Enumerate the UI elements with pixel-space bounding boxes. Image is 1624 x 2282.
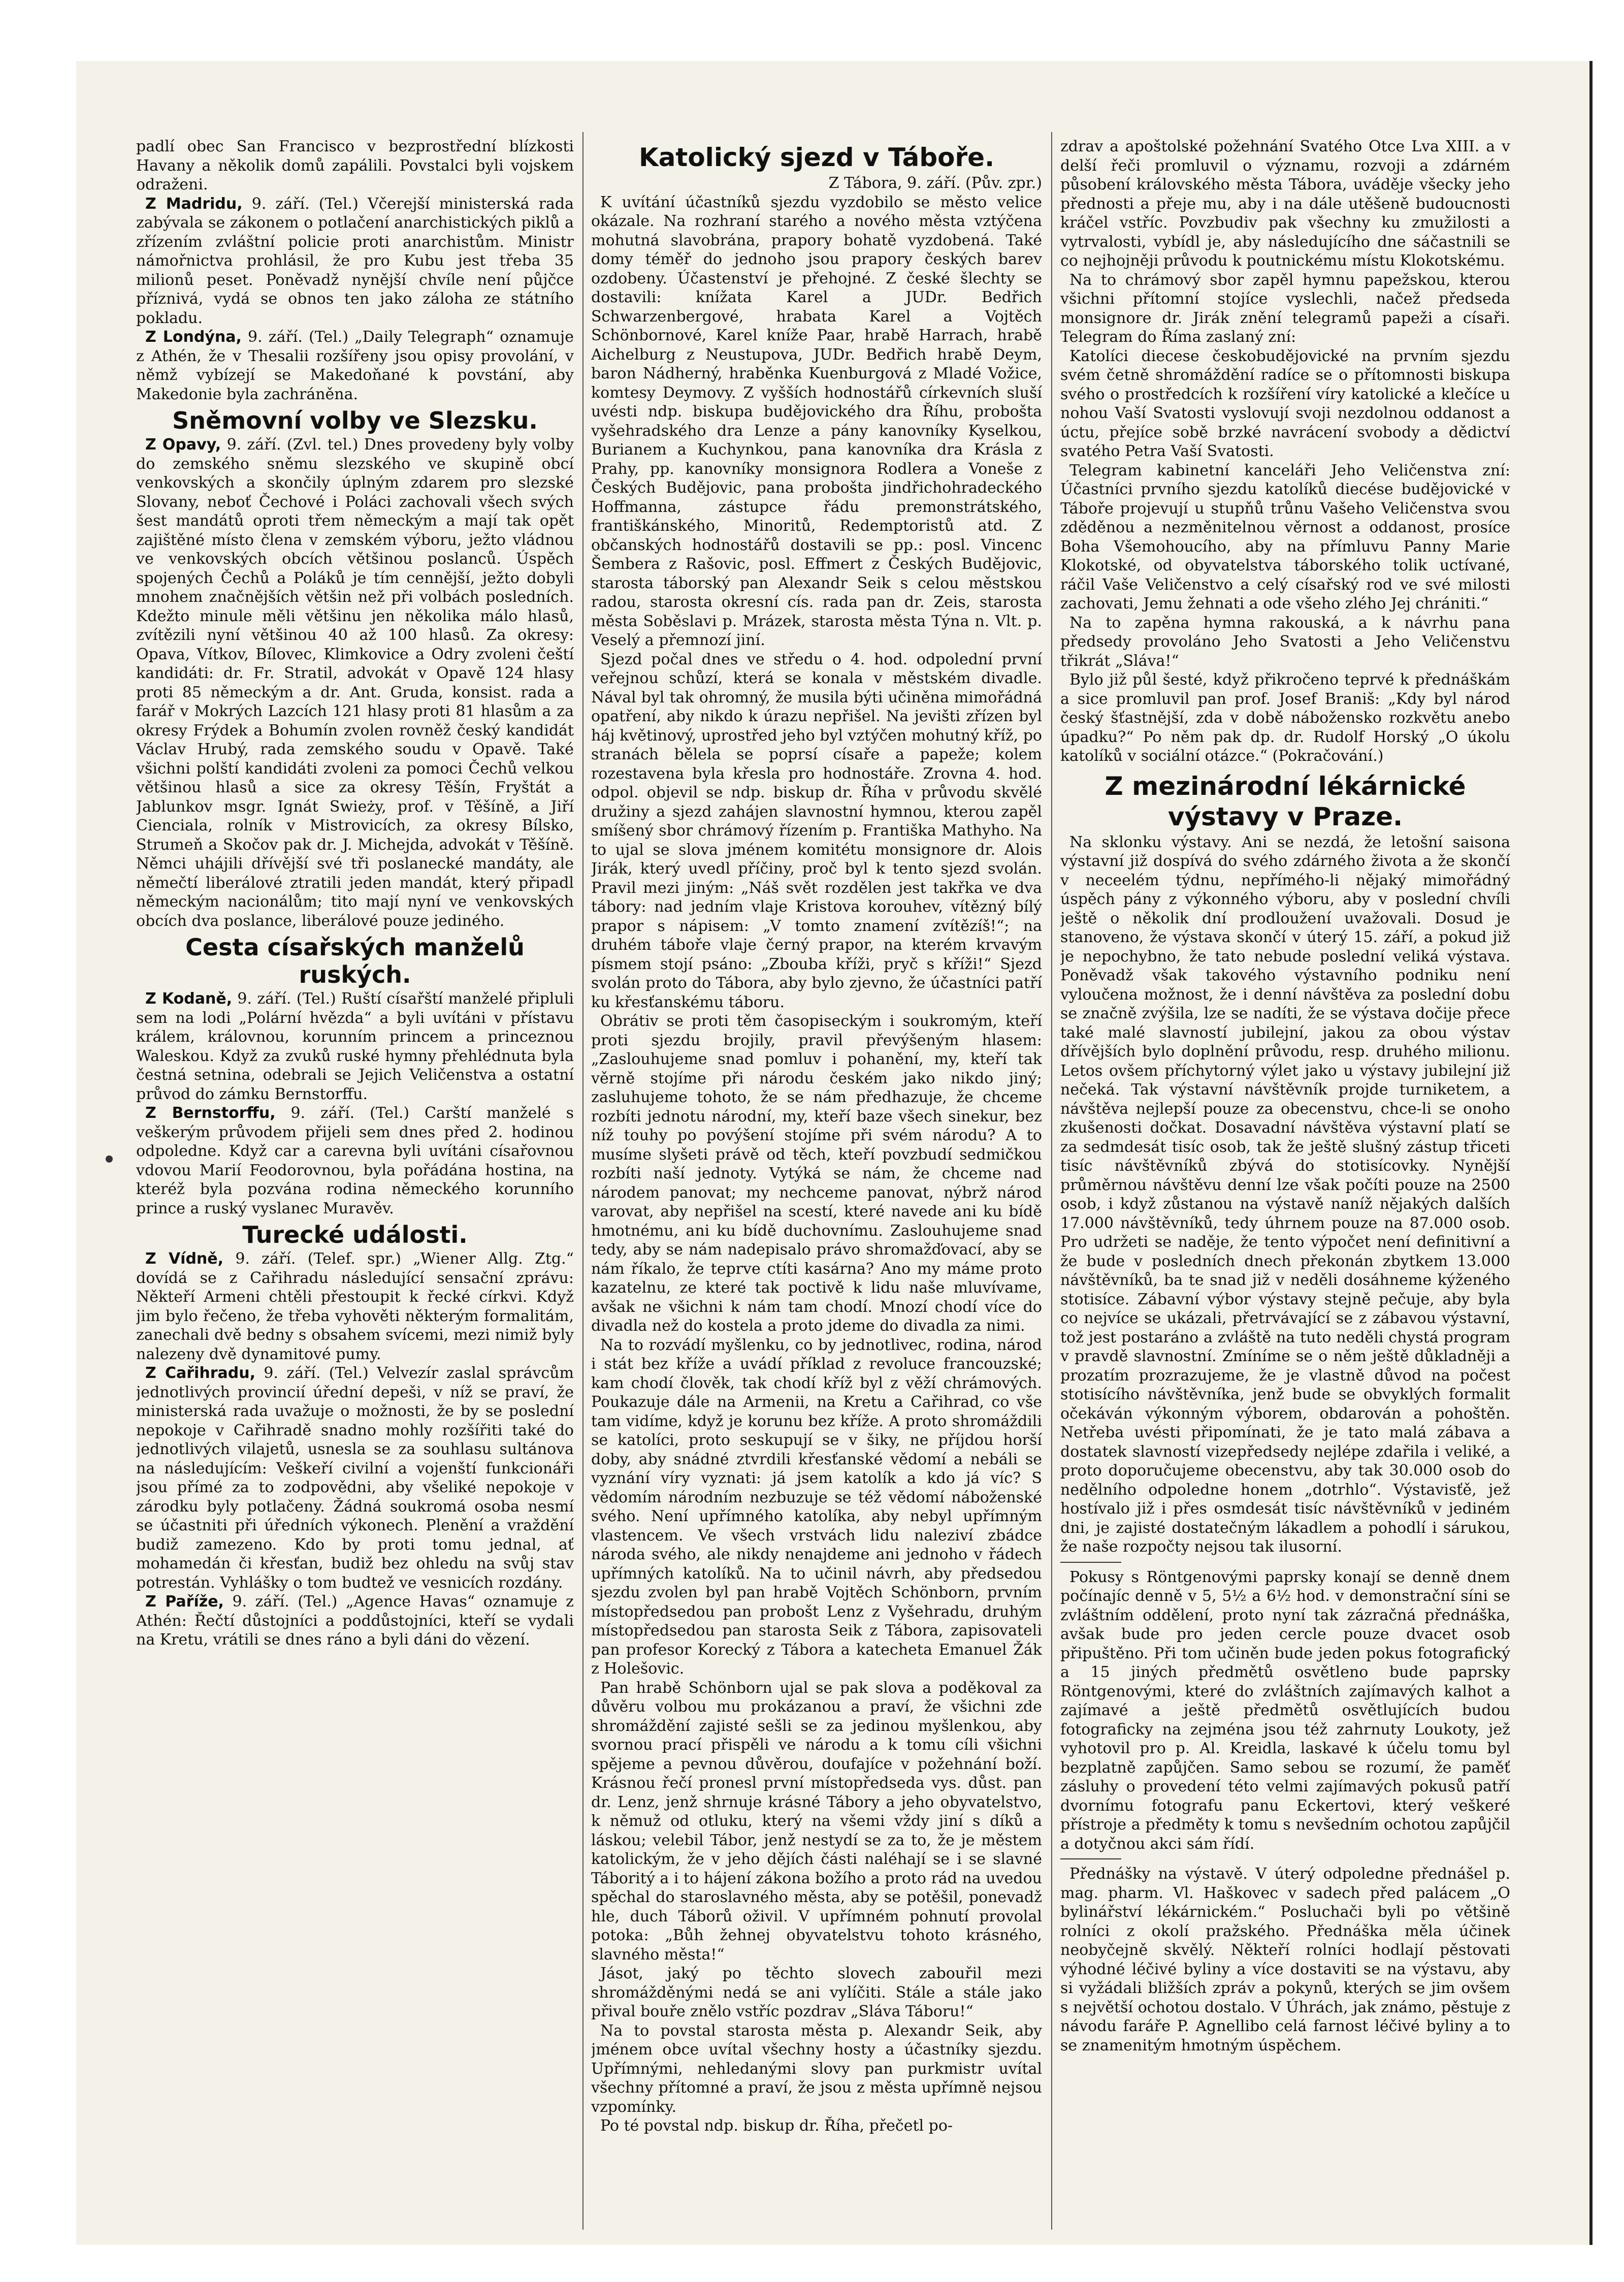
text-london: 9. září. (Tel.) „Daily Telegraph“ oznamuje z Athén, že v Thesalii rozšířeny jsou opisy provolání, v němž vybízejí se Makedoňané k povstání, aby Makedonie byla zachráněna. [136, 328, 574, 403]
text-viden: 9. září. (Telef. spr.) „Wiener Allg. Ztg.“ dovídá se z Cařihradu následující sensační zprávu: Někteří Armeni chtěli přestoupit k řecké církvi. Když jim bylo řečeno, že třeba vyhověti některým formalitám, zanechali dvě bedny s obsahem svícemi, mezi nimiž byly nalezeny dvě dynamitové pumy. [136, 1250, 574, 1363]
newspaper-page [76, 61, 1593, 2245]
paragraph-sjezd-cont-1: zdrav a apoštolské požehnání Svatého Otce Lva XIII. a v delší řeči promluvil o významu, rozvoji a zdárném působení královského města Tábora, uváděje všecky jeho přednosti a přeje mu, aby i na dále utěšeně budoucnosti kráčel vstříc. Povzbudiv pak všechny ku zmužilosti a vytrvalosti, vybídl je, aby následujícího dne sáčastnili se co nejhojněji průvodu k poutnickému místu Klokotskému. [1060, 138, 1510, 270]
column-right [1060, 137, 1510, 2055]
dateline-carihrad: Z Cařihradu, [145, 1364, 255, 1382]
paragraph-sjezd-1: K uvítání účastníků sjezdu vyzdobilo se město velice okázale. Na rozhraní starého a nového města vztýčena mohutná slavobrána, prapory bohatě vyzdobená. Také domy téměř do jednoho jsou prapory českých barev ozdobeny. Účastenství je přehojné. Z české šlechty se dostavili: knížata Karel a JUDr. Bedřich Schwarzenbergové, hrabata Karel a Vojtěch Schönbornové, Karel kníže Paar, hrabě Harrach, hrabě Aichelburg z Neustupova, JUDr. Bedřich hrabě Deym, baron Nádherný, hraběnka Kuenburgová z Mladé Vožice, komtesy Deymovy. Z vyšších hodnostářů církevních sluší uvésti ndp. biskupa budějovického dra Říhu, probošta vyšehradského dra Lenze a pány kanovníky Kyselkou, Burianem a Kuchynkou, pana kanovníka dra Krásla z Prahy, pp. kanovníky monsignora Rodlera a Voneše z Českých Budějovic, pana probošta jindřichohradeckého Hoffmanna, zástupce řádu premonstrátského, františkánského, Minoritů, Redemptoristů atd. Z občanských hodnostářů dostavili se pp.: posl. Vincenc Šembera z Rašovic, posl. Effmert z Českých Budějovic, starosta táborský pan Alexandr Seik s celou městskou radou, starosta okresní cís. rada pan dr. Zeis, starosta města Soběslavi p. Mrázek, starosta města Týna n. Vlt. p. Veselý a přemnozí jiní. [591, 193, 1042, 649]
paragraph-rontgen: Pokusy s Röntgenovými paprsky konají se denně dnem počínajíc denně v 5, 5½ a 6½ hod. v demonstrační síni se zvláštním oddělení, proto nyní tak zázračná přednáška, avšak bude pro jeden cercle pouze dvacet osob připuštěno. Při tom učiněn bude jeden pokus fotografický a 15 jiných předmětů osvětleno bude paprsky Röntgenovými, které do zvláštních zajímavých kalhot a zajímavé a ještě předmětů osvětlujících budou fotograficky na zejména jsou též zahrnuty Loukoty, jež vyhotovil pro p. Al. Kreidla, laskavé k účelu tomu byl bezplatně zapůjčen. Samo sebou se rozumí, že paměť zásluhy o provedení této velmi zajímavých pokusů patří dvornímu fotografu panu Eckertovi, který veškeré přístroje a předměty k tomu s nevšedním ochotou zapůjčil a dotyčnou akci sám řídí. [1060, 1568, 1510, 1853]
dateline-opava: Z Opavy, [145, 436, 221, 454]
paragraph-havana: padlí obec San Francisco v bezprostřední blízkosti Havany a několik domů zapálili. Povstalci byli vojskem odraženi. [136, 138, 574, 194]
paragraph-telegram-kancelar: Telegram kabinetní kanceláři Jeho Veličenstva zní: Účastníci prvního sjezdu katolíků diecése budějovické v Táboře projevují u stupňů trůnu Vašeho Veličenstva svou zděděnou a nezměnitelnou věrnost a oddanost, prosíce Boha Všemohoucího, aby na přímluvu Panny Marie Klokotské, od obyvatelstva táborského tolik uctívané, ráčil Vaše Veličenstvo a celý císařský rod ve své milosti zachovati, Jemu žehnati a ode všeho zlého Jej chrániti.“ [1060, 461, 1510, 613]
column-left [136, 137, 574, 1650]
column-middle [591, 137, 1042, 2136]
paragraph-vystava-1: Na sklonku výstavy. Ani se nezdá, že letošní saisona výstavní již dospívá do svého zdárného života a že skončí v neceelém týdnu, nepřímého-li nějaký mimořádný úspěch pány z výkonného výboru, aby v poslední chvíli ještě o několik dní prodloužení uvažovali. Dosud je stanoveno, že výstava skončí v úterý 15. září, a pokud již je nepochybno, že tato nebude poslední veliká výstava. Poněvadž však takového výstavního podniku není vyloučena možnost, že i denní návštěva za poslední dobu se značně zvýšila, lze se nadíti, že se výstava dočije přece také malé slavností jubilejní, jakou za obou výstav dřívějších bylo doplnění průvodu, resp. druhého milionu. Letos ovšem příchytorný výlet jako u výstavy jubilejní již nečeká. Tak výstavní návštěvník projde turniketem, a návštěva nejlepší pouze za obecenstvu, chce-li se onoho zkušenosti dočkat. Dosavadní návštěva výstavní platí se za sedmdesát tisíc osob, tak že ještě slušný zástup třiceti tisíc návštěvníků zbývá do stotisícovky. Nynější průměrnou návštěvu denní lze však počíti pouze na 2500 osob, i když zůstanou na výstavě naníž nějakých dalších 17.000 návštěvníků, tedy úhrnem pouze na 87.000 osob. Pro udržeti se naděje, že tento výpočet není definitivní a že bude v posledních dnech překonán zbytkem 13.000 návštěvníků, ba te snad již v neděli dosáhneme kýženého stotisíce. Zábavní výbor výstavy stejně pečuje, aby byla co nejvíce se ukázali, přetrvávající se z zábavou výstavní, tož jest postaráno a zvláště na tuto neděli chystá program v pravdě slavnostní. Zmíníme se o něm ještě důkladněji a prozatím prozrazujeme, že je vlastně důvod na počest stotisícího návštěvníka, jenž bude se obvyklých formalit očekáván výkonným výborem, obdarován a pohoštěn. Netřeba uvésti připomínati, že je tato malá zábava a dostatek slavností vizepředsedy nejlépe zdařila i veliké, a proto doporučujeme obecenstvu, aby tak 30.000 osob do nedělního odpoledne honem „dotrhlo“. Výstavisťě, jež hostívalo již i přes osmdesát tisíc návštěvníků v jediném dni, je zajisté dostatečným lákadlem a pohodlí i sárukou, že naše rozpočty nejsou tak ilusorní. [1060, 833, 1510, 1556]
paragraph-carihrad [136, 1364, 574, 1592]
paragraph-bernstorff [136, 1104, 574, 1218]
paragraph-sjezd-2: Sjezd počal dnes ve středu o 4. hod. odpolední první veřejnou schůzí, která se konala v městském divadle. Nával byl tak ohromný, že musila býti učiněna mimořádná opatření, aby nikdo k úrazu nepřišel. Na jevišti zřízen byl háj květinový, uprostřed jeho byl vztýčen mohutný kříž, po stranách bělela se poprsí císaře a papeže; kolem rozestavena byla křesla pro hodnostáře. Zrovna 4. hod. odpol. objevil se ndp. biskup dr. Říha v průvodu skvělé družiny a sjezd zahájen slavnostní hymnou, kterou zapěl smíšený sbor chrámový řízením p. Františka Mathyho. Na to ujal se slova jménem komitétu monsignore dr. Alois Jirák, který uvedl příčiny, proč byl k tento sjezd svolán. Pravil mezi jiným: „Náš svět rozdělen jest takřka ve dva tábory: nad jedním vlaje Kristova korouhev, vítězný bílý prapor s nápisem: „V tomto znamení zvítězíš!“; na druhém táboře vlaje černý prapor, na kterém krvavým písmem stojí psáno: „Zbouba kříži, pryč s kříži!“ Sjezd svolán proto do Tábora, aby bylo zjevno, že účastníci patří ku křesťanskému táboru. [591, 650, 1042, 1011]
dateline-madrid: Z Madridu, [145, 195, 243, 213]
heading-vystava: Z mezinárodní lékárnické výstavy v Praze. [1105, 771, 1466, 831]
paragraph-london [136, 328, 574, 404]
paragraph-telegram-rim: Katolíci diecese českobudějovické na prvním sjezdu svém četně shromáždění radíce se o přítomnosti biskupa svého o prostředcích k rozšíření víry katolické a klečíce u nohou Vaší Svatosti vyslovují svoji nezdolnou oddanost a úctu, přejíce sobě brzké navrácení svobody a dědictví svatého Petra Vaší Svatosti. [1060, 347, 1510, 460]
column-rule-left [582, 132, 583, 2230]
text-madrid: 9. září. (Tel.) Včerejší ministerská rada zabývala se zákonem o potlačení anarchistických piklů a zřízením zvláštní policie proti anarchistům. Ministr námořnictva prohlásil, že pro Kubu jest třeba 35 milionů peset. Poněvadž nynější chvíle není půjčce příznivá, vydá se obnos ten jako záloha ze státního pokladu. [136, 195, 574, 327]
heading-turecke: Turecké události. [242, 1221, 468, 1248]
text-carihrad: 9. září. (Tel.) Velvezír zaslal správcům jednotlivých provincií úřední depeši, v níž se praví, že ministerská rada uvažuje o možnosti, že by se poslední nepokoje v Cařihradě snadno mohly rozšířiti také do jednotlivých vilajetů, usnesla se za souhlasu sultánova na následujícím: Veškeří civilní a vojenští funkcionáři jsou přímé za to zodpovědni, aby všeliké nepokoje v zárodku byly potlačeny. Žádná soukromá osoba nesmí se účastniti při úředních výkonech. Plenění a vraždění budiž zamezeno. Kdo by proti tomu jednal, ať mohamedán či křesťan, budiž bez ohledu na svůj stav potrestán. Vyhlášky o tom budtež ve vesnicích rozdány. [136, 1364, 574, 1592]
paragraph-prednasky: Přednášky na výstavě. V úterý odpoledne přednášel p. mag. pharm. Vl. Haškovec v sadech před palácem „O bylinářství lékárnickém.“ Posluchači byli po většině rolníci z okolí pražského. Přednáška měla účinek neobyčejně skvělý. Někteří rolníci hodlají pěstovati výhodné léčivé byliny a více dostaviti se na výstavu, aby si vyžádali bližších zpráv a pokynů, kterých se jim ovšem s největší ochotou dostalo. V Úhrách, jak známo, pěstuje z návodu faráře P. Agnellibo celá farnost léčivé byliny a to se znamenitým hmotným úspěchem. [1060, 1865, 1510, 2054]
text-bernstorff: 9. září. (Tel.) Carští manželé s veškerým průvodem přijeli sem dnes před 2. hodinou odpoledne. Když car a carevna byli uvítáni císařovnou vdovou Marií Feodorovnou, byla pořádána hostina, na kteréž byla pozvána rodina německého korunního prince a ruský vyslanec Muravěv. [136, 1104, 574, 1217]
section-divider [1060, 1562, 1121, 1563]
paragraph-madrid [136, 195, 574, 328]
paragraph-sjezd-cont-2: Na to chrámový sbor zapěl hymnu papežskou, kterou všichni přítomní stojíce vyslechli, načež předseda monsignore dr. Jirák znění telegramů papeži a císaři. Telegram do Říma zaslaný zní: [1060, 271, 1510, 346]
dateline-bernstorff: Z Bernstorffu, [145, 1104, 276, 1122]
paragraph-viden [136, 1249, 574, 1364]
section-divider-2 [1060, 1858, 1121, 1859]
paragraph-pariz [136, 1592, 574, 1650]
paragraph-sjezd-8: Po té povstal ndp. biskup dr. Říha, přečetl po- [600, 2117, 953, 2135]
text-kodan: 9. září. (Tel.) Ruští císařští manželé připluli sem na lodi „Polární hvězda“ a byli uvítáni v přístavu králem, královnou, korunním princem a princeznou Waleskou. Když za zvuků ruské hymny přehlédnuta byla čestná setnina, odebrali se Jejich Veličenstva a ostatní průvod do zámku Bernstorffu. [136, 990, 574, 1103]
heading-katolicky-sjezd: Katolický sjezd v Táboře. [638, 143, 995, 172]
text-opava: 9. září. (Zvl. tel.) Dnes provedeny byly volby do zemského sněmu slezského ve skupině obcí venkovských a skončily úplným zdarem pro slezské Slovany, neboť Čechové i Poláci zachovali všech svých šest mandátů oproti třem německým a mají tak opět zajištěné místo člena v zemském výboru, ježto vládnou ve venkovských obcích většinou poslanců. Úspěch spojených Čechů a Poláků je tím cennější, ježto dobyli mnohem značnějších většin než při volbách posledních. Kdežto minule měli většinu jen několika málo hlasů, zvítězili nyní většinou 40 až 100 hlasů. Za okresy: Opava, Vítkov, Bílovec, Klimkovice a Odry zvoleni čeští kandidáti: dr. Fr. Stratil, advokát v Opavě 124 hlasy proti 85 německým a dr. Ant. Gruda, konsist. rada a farář v Mokrých Lazcích 121 hlasy proti 81 hlasům a za okresy Frýdek a Bohumín zvolen rovněž český kandidát Václav Hrubý, rada zemského soudu v Opavě. Také všichni polští kandidáti zvoleni za pomoci Čechů velkou většinou hlasů a sice za okresy Těšín, Fryštát a Jablunkov msgr. Ignát Swieży, prof. v Těšíně, a Jiří Cienciala, rolník v Mistrovicích, za okresy Bílsko, Strumeň a Skočov pak dr. J. Michejda, advokát v Těšíně. Němci uhájili dřívější své tři poslanecké mandáty, ale němečtí liberálové ztratili jeden mandát, který připadl německým nacionálům; tito mají nyní ve venkovských obcích dva poslance, liberálové pouze jediného. [136, 436, 574, 930]
text-pariz: 9. září. (Tel.) „Agence Havas“ oznamuje z Athén: Řečtí důstojníci a poddůstojníci, kteří se vydali na Kretu, vrátili se dnes ráno a byli dáni do vězení. [136, 1593, 574, 1649]
dateline-tabor: Z Tábora, 9. září. (Pův. zpr.) [828, 174, 1042, 192]
dateline-kodan: Z Kodaně, [145, 990, 233, 1008]
dateline-viden: Z Vídně, [145, 1250, 224, 1268]
dateline-pariz: Z Paříže, [145, 1593, 224, 1611]
column-rule-right [1051, 132, 1052, 2230]
paragraph-sjezd-7: Na to povstal starosta města p. Alexandr Seik, aby jménem obce uvítal všechny hosty a účastníky sjezdu. Upřímnými, nehledanými slovy pan purkmistr uvítal všechny přítomné a praví, že jsou z města upřímně nejsou vzpomínky. [591, 2021, 1042, 2116]
paragraph-opava [136, 435, 574, 930]
margin-dot [106, 1155, 113, 1163]
paragraph-sjezd-6: Jásot, jaký po těchto slovech zabouřil mezi shromážděnými nedá se ani vylíčiti. Stále a stále jako přival bouře znělo vstříc pozdrav „Sláva Táboru!“ [591, 1965, 1042, 2020]
heading-cesta: Cesta císařských manželů ruských. [185, 934, 525, 988]
paragraph-sjezd-cont-5: Na to zapěna hymna rakouská, a k návrhu pana předsedy provoláno Jeho Svatosti a Jeho Veličenstvu třikrát „Sláva!“ [1060, 614, 1510, 670]
dateline-london: Z Londýna, [145, 328, 242, 346]
paragraph-kodan [136, 989, 574, 1104]
heading-slezsko: Sněmovní volby ve Slezsku. [172, 407, 538, 434]
paragraph-sjezd-5: Pan hrabě Schönborn ujal se pak slova a poděkoval za důvěru volbou mu prokázanou a praví, že všichni zde shromáždění zajisté sešli se za jedinou myšlenkou, aby svornou prací přispěli ve národu a k tomu cíli všichni spějeme a pevnou důvěrou, doufajíce v požehnání boží. Krásnou řečí pronesl první místopředseda vys. důst. pan dr. Lenz, jenž shrnuje krásné Tábory a jeho obyvatelstvo, k němuž od otluku, který na všemi vždy jiní s díků a láskou; velebil Tábor, jenž nestydí se za to, že je městem katolickým, že v jeho dějích části naléhají se i se slavné Táboritý a i to hájení zákona božího a proto rád na uvedou spěchal do staroslavného města, aby se potěšil, ponevadž hle, duch Táborů oživil. V upřímném pohnutí provolal potoka: „Bůh žehnej obyvatelstvu tohoto krásného, slavného města!“ [591, 1679, 1042, 1964]
paragraph-sjezd-4: Na to rozvádí myšlenku, co by jednotlivec, rodina, národ i stát bez kříže a uvádí příklad z revoluce francouzské; kam chodí člověk, tak chodí kříž byl z věží chrámových. Poukazuje dále na Armenii, na Kretu a Cařihrad, co vše tam vidíme, když je korunu bez kříže. A proto shromáždili se katolíci, proto seskupují se v šiky, ne příjdou horší doby, aby snádné ztvrdili křesťanské vědomí a nebáli se vyznání víry vyznati: já jsem katolík a kdo já víc? S vědomím národním nezbuzuje se též vědomí náboženské svého. Není upřímného katolíka, aby nebyl upřímným vlastencem. Ve všech vrstvách lidu naleziví zbádce národa svého, ale nikdy nenajdeme ani jednoho v řádech upřímných katolíků. Na to učinil návrh, aby předsedou sjezdu zvolen byl pan hrabě Vojtěch Schönborn, prvním místopředsedou pan probošt Lenz z Vyšehradu, druhým místopředsedou pan starosta Seik z Tábora, zapisovateli pan profesor Korecký z Tábora a katecheta Emanuel Žák z Holešovic. [591, 1336, 1042, 1678]
paragraph-sjezd-3: Obrátiv se proti těm časopiseckým i soukromým, kteří proti sjezdu brojily, pravil převýšeným hlasem: „Zaslouhujeme snad pomluv i pohanění, my, kteří tak věrně stojíme při národu českém jako nikdo jiný; zasluhujeme tohoto, že se nám předhazuje, že chceme rozbíti jednotu národní, my, kteří baze všech sinekur, bez níž touhy po povýšení stojíme při svém národu? A to musíme slyšeti právě od těch, kteří povzbudí sedmičkou rozbíti naší jednoty. Vytýká se nám, že chceme nad národem panovat; my nechceme panovat, nýbrž národ varovat, aby nepřišel na scestí, které navede ani ku bídě hmotnému, ani ku bídě duchovnímu. Zaslouhujeme snad tedy, aby se nám nadepisalo právo shromažďovací, aby se nám říkalo, že teprve ctíti kasárna? Ano my máme proto kazatelnu, ze které tak poctivě k lidu naše mluvívame, avšak ne všichni k nám tam chodí. Mnozí chodí více do divadla než do kostela a proto jdeme do divadla za nimi. [591, 1012, 1042, 1335]
paragraph-sjezd-cont-6: Bylo již půl šesté, když přikročeno teprvé k přednáškám a sice promluvil pan prof. Josef Braniš: „Kdy byl národ český šťastnější, zda v době nábožensko rozkvětu anebo úpadku?“ Po něm pak dp. dr. Rudolf Horský „O úkolu katolíků v sociální otázce.“ (Pokračování.) [1060, 671, 1510, 765]
